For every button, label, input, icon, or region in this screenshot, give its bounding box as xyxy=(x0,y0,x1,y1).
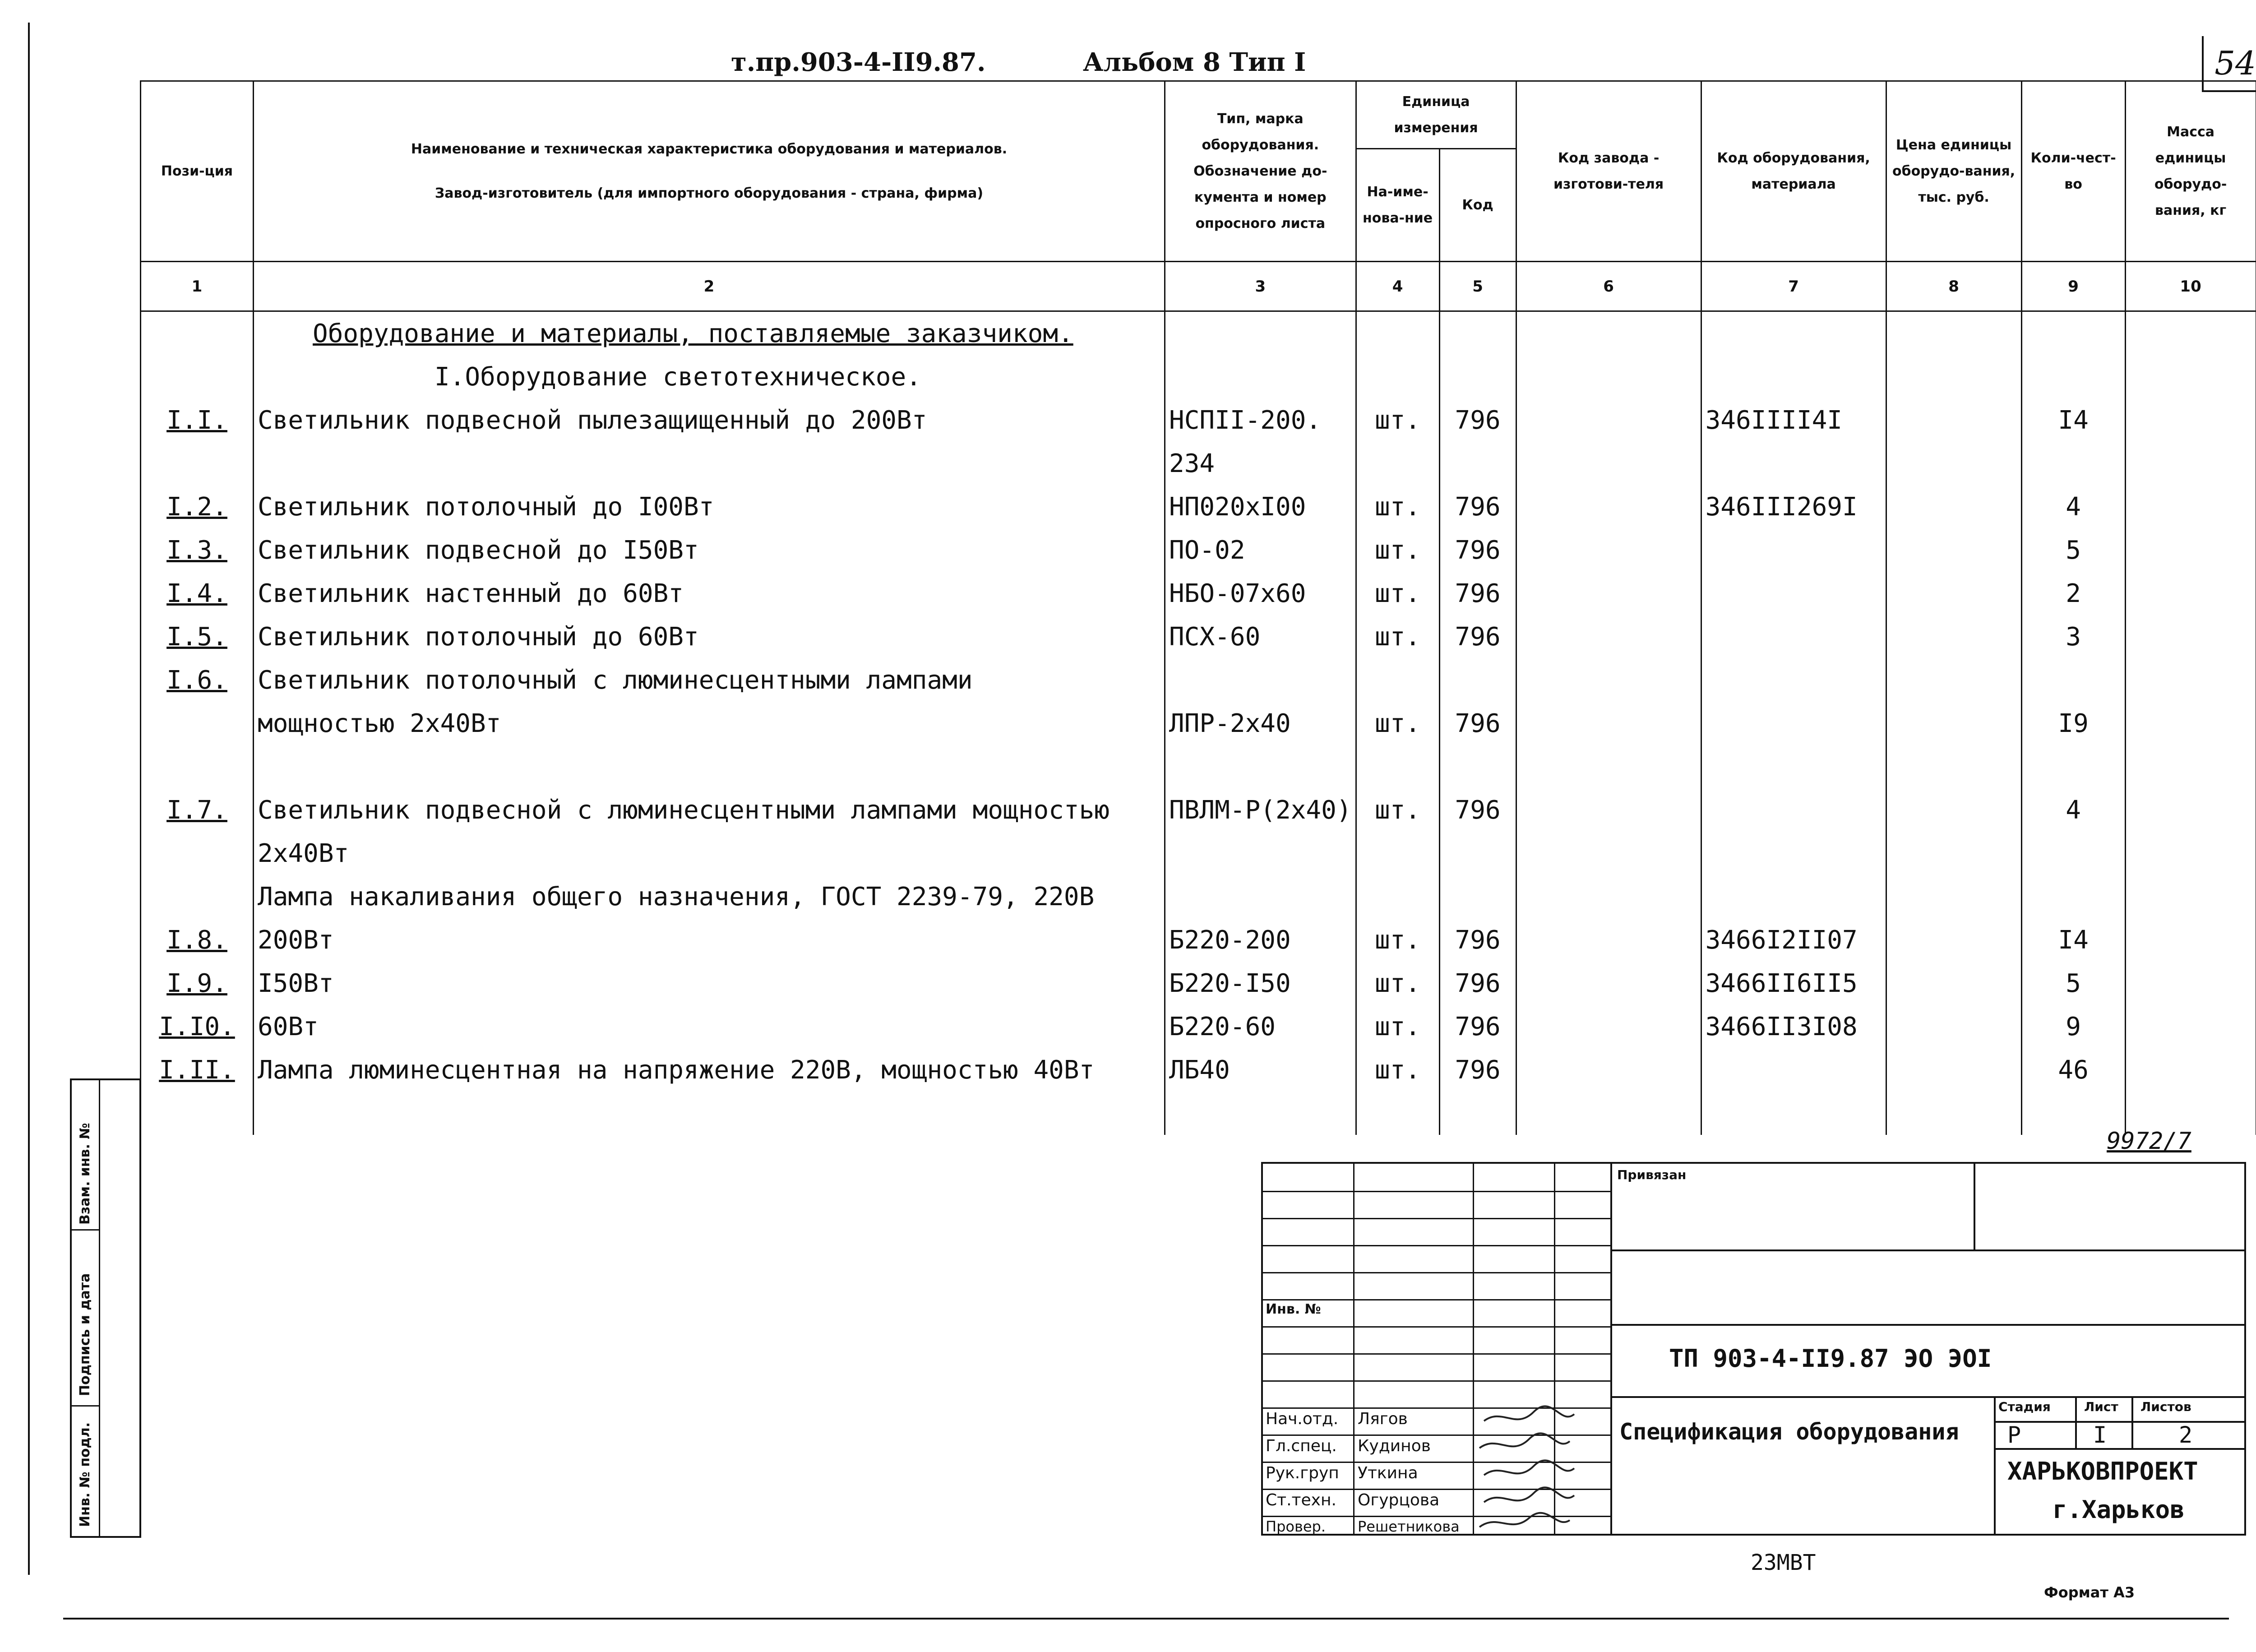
organization-city: г.Харьков xyxy=(2053,1495,2185,1524)
tb-vertical-line xyxy=(1473,1164,1474,1534)
organization-name: ХАРЬКОВПРОЕКТ xyxy=(2007,1457,2198,1485)
type-cell xyxy=(1165,355,1356,398)
factory-code-cell xyxy=(1516,745,1701,788)
factory-code-cell xyxy=(1516,658,1701,702)
price-cell xyxy=(1886,1048,2021,1092)
price-cell xyxy=(1886,572,2021,615)
stage-value: Р xyxy=(2007,1422,2021,1448)
type-cell: Б220-60 xyxy=(1165,1005,1356,1048)
table-row xyxy=(141,875,2256,918)
col-name-header-line2: Завод-изготовитель (для импортного оборудования - страна, фирма) xyxy=(435,185,984,201)
table-row xyxy=(141,962,2256,1005)
equipment-code-cell xyxy=(1701,442,1886,485)
signature-scribble xyxy=(1475,1403,1610,1534)
type-cell xyxy=(1165,745,1356,788)
mass-cell xyxy=(2125,962,2256,1005)
unit-name-cell: шт. xyxy=(1356,788,1439,832)
price-cell xyxy=(1886,398,2021,442)
unit-name-cell xyxy=(1356,311,1439,356)
group-heading xyxy=(141,311,2256,356)
price-cell xyxy=(1886,1092,2021,1135)
name-cell: Светильник потолочный до I00Вт xyxy=(254,485,1165,528)
col-number: 3 xyxy=(1165,262,1356,311)
equipment-code-cell: 3466II3I08 xyxy=(1701,1005,1886,1048)
type-cell: Б220-I50 xyxy=(1165,962,1356,1005)
quantity-cell xyxy=(2021,875,2125,918)
position-cell xyxy=(141,355,254,398)
position-cell xyxy=(141,745,254,788)
name-cell: Светильник подвесной с люминесцентными лампами мощностью xyxy=(254,788,1165,832)
col-unit-name-header: На-име-нова-ние xyxy=(1356,149,1439,262)
col-number: 6 xyxy=(1516,262,1701,311)
col-unit-code-header: Код xyxy=(1439,149,1516,262)
name-cell xyxy=(254,1092,1165,1135)
equipment-code-cell: 346III269I xyxy=(1701,485,1886,528)
unit-name-cell: шт. xyxy=(1356,918,1439,962)
stamp-signature-label: Подпись и дата xyxy=(77,1273,93,1396)
mass-cell xyxy=(2125,311,2256,356)
type-cell: Б220-200 xyxy=(1165,918,1356,962)
price-cell xyxy=(1886,745,2021,788)
tb-horizontal-line xyxy=(1263,1326,1610,1328)
tb-horizontal-line xyxy=(1263,1245,1610,1246)
unit-code-cell: 796 xyxy=(1439,528,1516,572)
name-cell: Светильник подвесной до I50Вт xyxy=(254,528,1165,572)
price-cell xyxy=(1886,442,2021,485)
price-cell xyxy=(1886,702,2021,745)
col-number: 4 xyxy=(1356,262,1439,311)
type-cell xyxy=(1165,832,1356,875)
type-cell: НСПII-200. xyxy=(1165,398,1356,442)
table-row xyxy=(141,398,2256,442)
factory-code-cell xyxy=(1516,702,1701,745)
price-cell xyxy=(1886,788,2021,832)
stamp-row-divider xyxy=(72,1405,99,1407)
mass-cell xyxy=(2125,572,2256,615)
price-cell xyxy=(1886,875,2021,918)
mass-cell xyxy=(2125,788,2256,832)
stage-label: Стадия xyxy=(1998,1399,2051,1414)
unit-name-cell: шт. xyxy=(1356,962,1439,1005)
frame-bottom-line xyxy=(63,1618,2229,1620)
position-cell: I.2. xyxy=(141,485,254,528)
quantity-cell: I9 xyxy=(2021,702,2125,745)
table-row xyxy=(141,485,2256,528)
tb-vertical-line xyxy=(1974,1164,1975,1249)
col-mass-header: Масса единицы оборудо-вания, кг xyxy=(2125,81,2256,262)
price-cell xyxy=(1886,615,2021,658)
quantity-cell xyxy=(2021,311,2125,356)
tb-horizontal-line xyxy=(1994,1421,2244,1423)
factory-code-cell xyxy=(1516,1005,1701,1048)
document-code: ТП 903-4-II9.87 ЭО ЭОI xyxy=(1669,1344,1992,1373)
staff-role: Рук.груп xyxy=(1266,1464,1339,1482)
equipment-code-cell xyxy=(1701,615,1886,658)
staff-name: Кудинов xyxy=(1358,1437,1431,1455)
stamp-inv-no-label: Инв. № подл. xyxy=(77,1422,93,1527)
unit-name-cell: шт. xyxy=(1356,572,1439,615)
factory-code-cell xyxy=(1516,485,1701,528)
quantity-cell xyxy=(2021,355,2125,398)
specification-table xyxy=(140,80,2256,1135)
unit-code-cell xyxy=(1439,1092,1516,1135)
position-cell: I.6. xyxy=(141,658,254,702)
unit-code-cell xyxy=(1439,311,1516,356)
equipment-code-cell xyxy=(1701,658,1886,702)
unit-code-cell: 796 xyxy=(1439,1005,1516,1048)
position-cell: I.8. xyxy=(141,918,254,962)
unit-code-cell: 796 xyxy=(1439,788,1516,832)
col-price-header: Цена единицы оборудо-вания, тыс. руб. xyxy=(1886,81,2021,262)
factory-code-cell xyxy=(1516,962,1701,1005)
unit-name-cell: шт. xyxy=(1356,615,1439,658)
unit-code-cell: 796 xyxy=(1439,572,1516,615)
tb-horizontal-line xyxy=(1610,1249,2244,1251)
price-cell xyxy=(1886,918,2021,962)
unit-code-cell: 796 xyxy=(1439,398,1516,442)
staff-role: Гл.спец. xyxy=(1266,1437,1337,1455)
mass-cell xyxy=(2125,355,2256,398)
type-cell: ЛБ40 xyxy=(1165,1048,1356,1092)
quantity-cell: 9 xyxy=(2021,1005,2125,1048)
tb-horizontal-line xyxy=(1263,1272,1610,1273)
position-cell xyxy=(141,702,254,745)
equipment-code-cell xyxy=(1701,1048,1886,1092)
unit-name-cell: шт. xyxy=(1356,1005,1439,1048)
staff-name: Уткина xyxy=(1358,1464,1418,1482)
stamp-row-divider xyxy=(72,1229,99,1231)
format-label: Формат А3 xyxy=(2044,1584,2135,1601)
mass-cell xyxy=(2125,702,2256,745)
factory-code-cell xyxy=(1516,398,1701,442)
price-cell xyxy=(1886,1005,2021,1048)
name-cell xyxy=(254,442,1165,485)
tb-horizontal-line xyxy=(1263,1218,1610,1219)
factory-code-cell xyxy=(1516,1048,1701,1092)
quantity-cell xyxy=(2021,832,2125,875)
quantity-cell: I4 xyxy=(2021,398,2125,442)
price-cell xyxy=(1886,355,2021,398)
stamp-column-divider xyxy=(99,1080,100,1536)
page-number: 54 xyxy=(2202,36,2256,92)
position-cell: I.9. xyxy=(141,962,254,1005)
table-row xyxy=(141,788,2256,832)
type-cell xyxy=(1165,311,1356,356)
quantity-cell: 3 xyxy=(2021,615,2125,658)
tb-horizontal-line xyxy=(1610,1324,2244,1326)
quantity-cell: 4 xyxy=(2021,485,2125,528)
type-cell: НБО-07х60 xyxy=(1165,572,1356,615)
unit-code-cell xyxy=(1439,355,1516,398)
table-row xyxy=(141,1048,2256,1092)
title-block xyxy=(1261,1128,2246,1536)
frame-left-line xyxy=(28,23,30,1575)
col-equipment-code-header: Код оборудования, материала xyxy=(1701,81,1886,262)
unit-code-cell: 796 xyxy=(1439,918,1516,962)
position-cell: I.4. xyxy=(141,572,254,615)
tb-vertical-line xyxy=(1610,1164,1612,1534)
project-reference: т.пр.903-4-II9.87. xyxy=(731,47,986,77)
archive-number: 9972/7 xyxy=(2107,1128,2191,1155)
price-cell xyxy=(1886,528,2021,572)
staff-role: Нач.отд. xyxy=(1266,1410,1339,1428)
name-cell: 60Вт xyxy=(254,1005,1165,1048)
position-cell xyxy=(141,311,254,356)
col-name-header-line1: Наименование и техническая характеристика оборудования и материалов. xyxy=(411,141,1008,157)
col-number: 1 xyxy=(141,262,254,311)
position-cell: I.3. xyxy=(141,528,254,572)
col-quantity-header: Коли-чест-во xyxy=(2021,81,2125,262)
col-number: 5 xyxy=(1439,262,1516,311)
staff-role: Провер. xyxy=(1266,1518,1326,1535)
sheet-label: Лист xyxy=(2084,1399,2118,1414)
factory-code-cell xyxy=(1516,918,1701,962)
quantity-cell xyxy=(2021,658,2125,702)
sheet-value: I xyxy=(2093,1422,2107,1448)
factory-code-cell xyxy=(1516,572,1701,615)
equipment-code-cell xyxy=(1701,355,1886,398)
price-cell xyxy=(1886,485,2021,528)
table-row xyxy=(141,702,2256,745)
approval-margin-stamp xyxy=(70,1078,141,1538)
name-cell: Лампа люминесцентная на напряжение 220В, мощностью 40Вт xyxy=(254,1048,1165,1092)
equipment-code-cell xyxy=(1701,528,1886,572)
mass-cell xyxy=(2125,442,2256,485)
position-cell xyxy=(141,442,254,485)
col-number: 10 xyxy=(2125,262,2256,311)
price-cell xyxy=(1886,832,2021,875)
section-heading xyxy=(141,355,2256,398)
table-row xyxy=(141,1092,2256,1135)
tb-vertical-line xyxy=(1994,1396,1996,1534)
quantity-cell xyxy=(2021,745,2125,788)
stamp-replaced-inv-label: Взам. инв. № xyxy=(77,1123,93,1225)
mass-cell xyxy=(2125,658,2256,702)
factory-code-cell xyxy=(1516,442,1701,485)
col-number: 2 xyxy=(254,262,1165,311)
privyazan-label: Привязан xyxy=(1617,1167,1687,1182)
mass-cell xyxy=(2125,832,2256,875)
col-name-header xyxy=(254,81,1165,262)
position-cell xyxy=(141,875,254,918)
name-cell: 200Вт xyxy=(254,918,1165,962)
equipment-code-cell xyxy=(1701,702,1886,745)
factory-code-cell xyxy=(1516,1092,1701,1135)
table-row xyxy=(141,918,2256,962)
footer-code: 23МВТ xyxy=(1751,1550,1816,1575)
unit-name-cell: шт. xyxy=(1356,528,1439,572)
name-cell: Светильник потолочный с люминесцентными лампами xyxy=(254,658,1165,702)
equipment-code-cell xyxy=(1701,311,1886,356)
tb-vertical-line xyxy=(2131,1396,2133,1448)
mass-cell xyxy=(2125,745,2256,788)
tb-vertical-line xyxy=(2075,1396,2077,1448)
mass-cell xyxy=(2125,615,2256,658)
unit-code-cell: 796 xyxy=(1439,962,1516,1005)
unit-name-cell: шт. xyxy=(1356,702,1439,745)
col-number: 9 xyxy=(2021,262,2125,311)
type-cell xyxy=(1165,1092,1356,1135)
mass-cell xyxy=(2125,1005,2256,1048)
staff-name: Решетникова xyxy=(1358,1518,1460,1535)
quantity-cell: 5 xyxy=(2021,962,2125,1005)
equipment-code-cell xyxy=(1701,832,1886,875)
equipment-code-cell xyxy=(1701,745,1886,788)
factory-code-cell xyxy=(1516,528,1701,572)
tb-horizontal-line xyxy=(1994,1448,2244,1450)
col-unit-header: Единица измерения xyxy=(1356,81,1516,149)
quantity-cell xyxy=(2021,442,2125,485)
unit-name-cell: шт. xyxy=(1356,398,1439,442)
quantity-cell: 2 xyxy=(2021,572,2125,615)
table-row xyxy=(141,442,2256,485)
type-cell: 234 xyxy=(1165,442,1356,485)
factory-code-cell xyxy=(1516,832,1701,875)
position-cell xyxy=(141,1092,254,1135)
unit-code-cell: 796 xyxy=(1439,485,1516,528)
equipment-code-cell: 3466II6II5 xyxy=(1701,962,1886,1005)
tb-horizontal-line xyxy=(1263,1299,1610,1300)
quantity-cell: 5 xyxy=(2021,528,2125,572)
type-cell: НП020хI00 xyxy=(1165,485,1356,528)
equipment-code-cell xyxy=(1701,788,1886,832)
sheets-label: Листов xyxy=(2140,1399,2191,1414)
mass-cell xyxy=(2125,398,2256,442)
staff-name: Лягов xyxy=(1358,1410,1408,1428)
name-cell: мощностью 2х40Вт xyxy=(254,702,1165,745)
staff-role: Ст.техн. xyxy=(1266,1491,1336,1509)
factory-code-cell xyxy=(1516,615,1701,658)
type-cell: ПВЛМ-Р(2х40) xyxy=(1165,788,1356,832)
staff-name: Огурцова xyxy=(1358,1491,1440,1509)
equipment-code-cell xyxy=(1701,572,1886,615)
table-row xyxy=(141,658,2256,702)
equipment-code-cell: 346IIII4I xyxy=(1701,398,1886,442)
quantity-cell: 4 xyxy=(2021,788,2125,832)
mass-cell xyxy=(2125,485,2256,528)
name-cell: Светильник настенный до 60Вт xyxy=(254,572,1165,615)
unit-name-cell: шт. xyxy=(1356,485,1439,528)
name-cell: Лампа накаливания общего назначения, ГОСТ 2239-79, 220В xyxy=(254,875,1165,918)
factory-code-cell xyxy=(1516,355,1701,398)
unit-name-cell xyxy=(1356,658,1439,702)
name-cell xyxy=(254,745,1165,788)
type-cell: ЛПР-2х40 xyxy=(1165,702,1356,745)
position-cell: I.5. xyxy=(141,615,254,658)
name-cell: Оборудование и материалы, поставляемые заказчиком. xyxy=(254,311,1165,356)
tb-horizontal-line xyxy=(1263,1353,1610,1355)
name-cell: I.Оборудование светотехническое. xyxy=(254,355,1165,398)
position-cell xyxy=(141,832,254,875)
name-cell: I50Вт xyxy=(254,962,1165,1005)
inv-no-label: Инв. № xyxy=(1266,1301,1321,1317)
name-cell: Светильник подвесной пылезащищенный до 200Вт xyxy=(254,398,1165,442)
table-row xyxy=(141,832,2256,875)
table-row xyxy=(141,528,2256,572)
col-factory-code-header: Код завода - изготови-теля xyxy=(1516,81,1701,262)
unit-name-cell xyxy=(1356,1092,1439,1135)
table-row xyxy=(141,1005,2256,1048)
factory-code-cell xyxy=(1516,788,1701,832)
unit-name-cell xyxy=(1356,832,1439,875)
tb-horizontal-line xyxy=(1263,1191,1610,1192)
type-cell xyxy=(1165,875,1356,918)
unit-code-cell xyxy=(1439,745,1516,788)
album-label: Альбом 8 Тип I xyxy=(1083,47,1306,77)
type-cell: ПСХ-60 xyxy=(1165,615,1356,658)
unit-code-cell xyxy=(1439,442,1516,485)
quantity-cell: 46 xyxy=(2021,1048,2125,1092)
price-cell xyxy=(1886,311,2021,356)
unit-name-cell: шт. xyxy=(1356,1048,1439,1092)
col-position-header: Пози-ция xyxy=(141,81,254,262)
unit-code-cell xyxy=(1439,832,1516,875)
unit-name-cell xyxy=(1356,745,1439,788)
name-cell: Светильник потолочный до 60Вт xyxy=(254,615,1165,658)
equipment-code-cell xyxy=(1701,875,1886,918)
equipment-code-cell xyxy=(1701,1092,1886,1135)
col-number: 7 xyxy=(1701,262,1886,311)
col-type-header: Тип, марка оборудования. Обозначение до-кумента и номер опросного листа xyxy=(1165,81,1356,262)
position-cell: I.I. xyxy=(141,398,254,442)
document-title: Спецификация оборудования xyxy=(1619,1419,1959,1445)
col-number: 8 xyxy=(1886,262,2021,311)
factory-code-cell xyxy=(1516,311,1701,356)
mass-cell xyxy=(2125,528,2256,572)
mass-cell xyxy=(2125,1048,2256,1092)
quantity-cell: I4 xyxy=(2021,918,2125,962)
unit-code-cell: 796 xyxy=(1439,615,1516,658)
table-row xyxy=(141,615,2256,658)
mass-cell xyxy=(2125,875,2256,918)
unit-name-cell xyxy=(1356,875,1439,918)
equipment-code-cell: 3466I2II07 xyxy=(1701,918,1886,962)
price-cell xyxy=(1886,962,2021,1005)
type-cell: ПО-02 xyxy=(1165,528,1356,572)
type-cell xyxy=(1165,658,1356,702)
unit-name-cell xyxy=(1356,442,1439,485)
unit-code-cell: 796 xyxy=(1439,1048,1516,1092)
unit-code-cell xyxy=(1439,658,1516,702)
header-row-1 xyxy=(141,81,2256,149)
unit-code-cell: 796 xyxy=(1439,702,1516,745)
price-cell xyxy=(1886,658,2021,702)
column-number-row xyxy=(141,262,2256,311)
name-cell: 2х40Вт xyxy=(254,832,1165,875)
tb-vertical-line xyxy=(1353,1164,1355,1534)
position-cell: I.7. xyxy=(141,788,254,832)
unit-code-cell xyxy=(1439,875,1516,918)
position-cell: I.II. xyxy=(141,1048,254,1092)
unit-name-cell xyxy=(1356,355,1439,398)
sheets-value: 2 xyxy=(2179,1422,2193,1448)
position-cell: I.I0. xyxy=(141,1005,254,1048)
table-row xyxy=(141,745,2256,788)
tb-horizontal-line xyxy=(1610,1396,2244,1398)
mass-cell xyxy=(2125,918,2256,962)
factory-code-cell xyxy=(1516,875,1701,918)
table-row xyxy=(141,572,2256,615)
tb-horizontal-line xyxy=(1263,1380,1610,1382)
